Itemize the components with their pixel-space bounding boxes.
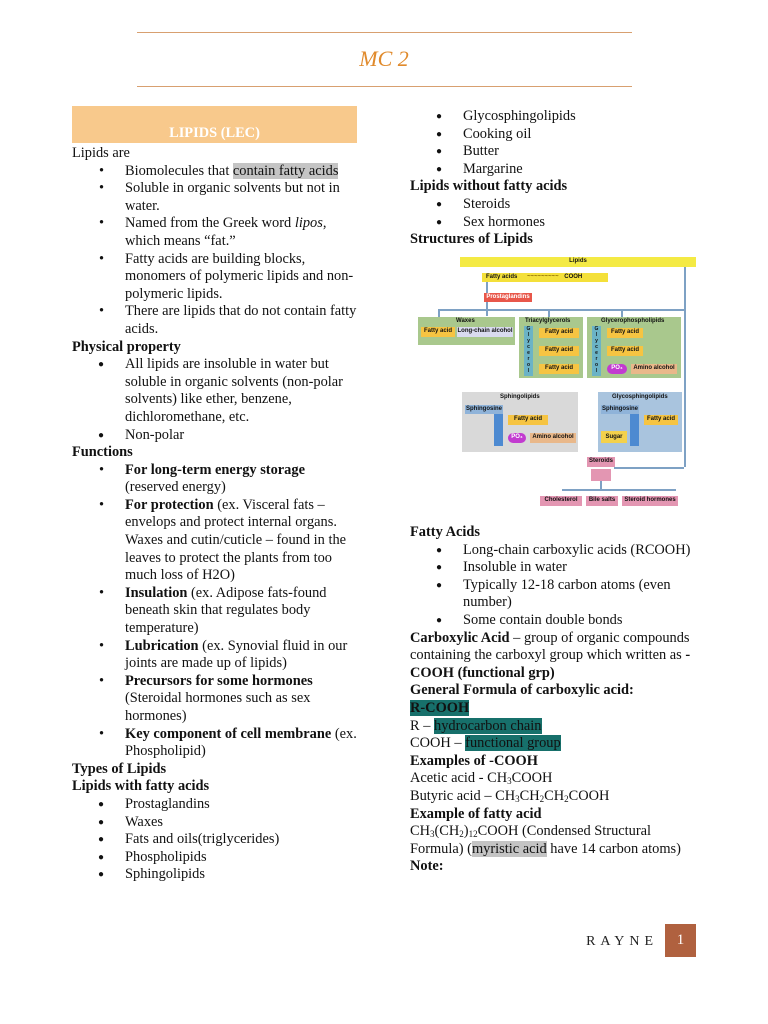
list-item: ● Prostaglandins <box>72 796 362 814</box>
bile-salts-box: Bile salts <box>586 496 618 506</box>
list-item: • Lubrication (ex. Synovial fluid in our joints are made up of lipids) <box>72 638 362 673</box>
connector <box>600 481 602 489</box>
fatty-acids-list <box>410 542 705 630</box>
without-fa-list <box>410 196 700 231</box>
list-item: ● Waxes <box>72 814 362 832</box>
steroid-ring <box>591 469 611 481</box>
list-item: ● Phospholipids <box>72 849 362 867</box>
glycosphingolipids-panel: Glycosphingolipids Sphingosine Fatty acid Sugar <box>598 392 682 452</box>
list-item: ● Butter <box>410 143 700 161</box>
myristic-acid: $CH_3(CH_2)_{12}COOH$ (Condensed Structural Formula) (myristic acid have 14 carbon atoms) <box>410 823 681 857</box>
waxes-panel: Waxes Fatty acid Long-chain alcohol <box>418 317 515 345</box>
connector <box>438 309 684 311</box>
acetic-acid: Acetic acid - $CH_3COOH$ <box>410 770 553 787</box>
connector <box>614 467 684 469</box>
glycerophospholipids-panel: Glycerophospholipids G l y c e r o l Fatty acid Fatty acid PO₄ Amino alcohol <box>587 317 681 378</box>
rcooh-line: R-COOH <box>410 699 470 716</box>
r-line: R – hydrocarbon chain <box>410 717 542 734</box>
list-item: ● Margarine <box>410 161 700 179</box>
list-item: ● Long-chain carboxylic acids (RCOOH) <box>410 542 705 560</box>
prostaglandins-box: Prostaglandins <box>484 293 532 302</box>
connector <box>684 267 686 467</box>
triacylglycerols-panel: Triacylglycerols G l y c e r o l Fatty acid Fatty acid Fatty acid <box>519 317 583 378</box>
functions-list <box>72 462 362 761</box>
with-fa-list <box>72 796 362 884</box>
section-title-banner <box>72 106 357 143</box>
list-item: ● Insoluble in water <box>410 559 705 577</box>
list-item: • Biomolecules that contain fatty acids <box>72 163 362 181</box>
with-fa-list-cont <box>410 108 700 178</box>
list-item: ● Typically 12-18 carbon atoms (even number) <box>410 577 705 612</box>
list-item: ● Steroids <box>410 196 700 214</box>
header-rule-top <box>137 32 632 33</box>
section-title: LIPIDS (LEC) <box>169 125 260 141</box>
fatty-acids-heading: Fatty Acids <box>410 524 480 540</box>
list-item: • Precursors for some hormones (Steroidal hormones such as sex hormones) <box>72 673 362 726</box>
list-item: ● Sphingolipids <box>72 866 362 884</box>
with-fa-heading: Lipids with fatty acids <box>72 778 210 795</box>
general-formula-heading: General Formula of carboxylic acid: <box>410 682 634 699</box>
list-item: • There are lipids that do not contain fatty acids. <box>72 303 362 338</box>
physical-list <box>72 356 362 444</box>
list-item: ● Non-polar <box>72 427 362 445</box>
sphingolipids-panel: Sphingolipids Sphingosine Fatty acid PO₄ Amino alcohol <box>462 392 578 452</box>
examples-heading: Examples of -COOH <box>410 752 538 769</box>
lipids-structure-diagram <box>418 256 696 510</box>
without-fa-heading: Lipids without fatty acids <box>410 178 568 195</box>
cooh-line: COOH – functional group <box>410 735 561 752</box>
intro-text: Lipids are <box>72 145 130 161</box>
list-item: • For long-term energy storage (reserved energy) <box>72 462 362 497</box>
structures-heading: Structures of Lipids <box>410 231 533 248</box>
example-fa-heading: Example of fatty acid <box>410 805 542 822</box>
list-item: • Soluble in organic solvents but not in water. <box>72 180 362 215</box>
list-item: ● Fats and oils(triglycerides) <box>72 831 362 849</box>
lipids-box: Lipids <box>460 257 696 267</box>
list-item: ● Glycosphingolipids <box>410 108 700 126</box>
footer-author: RAYNE <box>586 934 658 949</box>
list-item: ● Some contain double bonds <box>410 612 705 630</box>
right-column-bottom <box>410 524 705 876</box>
list-item: • For protection (ex. Visceral fats – envelops and protect internal organs. Waxes and cutin/cuticle – found in the leaves to protect the plants from too much loss of H2O) <box>72 497 362 585</box>
physical-heading: Physical property <box>72 338 181 355</box>
functions-heading: Functions <box>72 444 133 461</box>
fatty-acids-bar: Fatty acids ~~~~~~~~~ COOH <box>482 273 608 282</box>
list-item: • Fatty acids are building blocks, monomers of polymeric lipids and non-polymeric lipids. <box>72 251 362 304</box>
steroid-hormones-box: Steroid hormones <box>622 496 678 506</box>
list-item: ● All lipids are insoluble in water but soluble in organic solvents (non-polar solvents) like ether, benzene, dichloromethane, etc. <box>72 356 362 426</box>
header-rule-bottom <box>137 86 632 87</box>
butyric-acid: Butyric acid – $CH_3CH_2CH_2COOH$ <box>410 787 610 804</box>
list-item: • Named from the Greek word lipos, which means “fat.” <box>72 215 362 250</box>
note-label: Note: <box>410 858 444 875</box>
list-item: ● Sex hormones <box>410 214 700 232</box>
cholesterol-box: Cholesterol <box>540 496 582 506</box>
page-title: MC 2 <box>359 46 409 71</box>
list-item: • Insulation (ex. Adipose fats-found beneath skin that regulates body temperature) <box>72 585 362 638</box>
types-heading: Types of Lipids <box>72 760 167 777</box>
page-number: 1 <box>665 924 696 957</box>
highlight: contain fatty acids <box>232 162 339 179</box>
connector <box>562 489 676 491</box>
left-column <box>72 145 362 884</box>
list-item: ● Cooking oil <box>410 126 700 144</box>
carboxylic-acid-def: Carboxylic Acid – group of organic compounds containing the carboxyl group which written as -COOH (functional grp) <box>410 629 691 681</box>
list-item: • Key component of cell membrane (ex. Phospholipid) <box>72 726 362 761</box>
steroids-box: Steroids <box>587 457 615 467</box>
right-column-top <box>410 108 700 249</box>
intro-bullets <box>72 163 362 339</box>
